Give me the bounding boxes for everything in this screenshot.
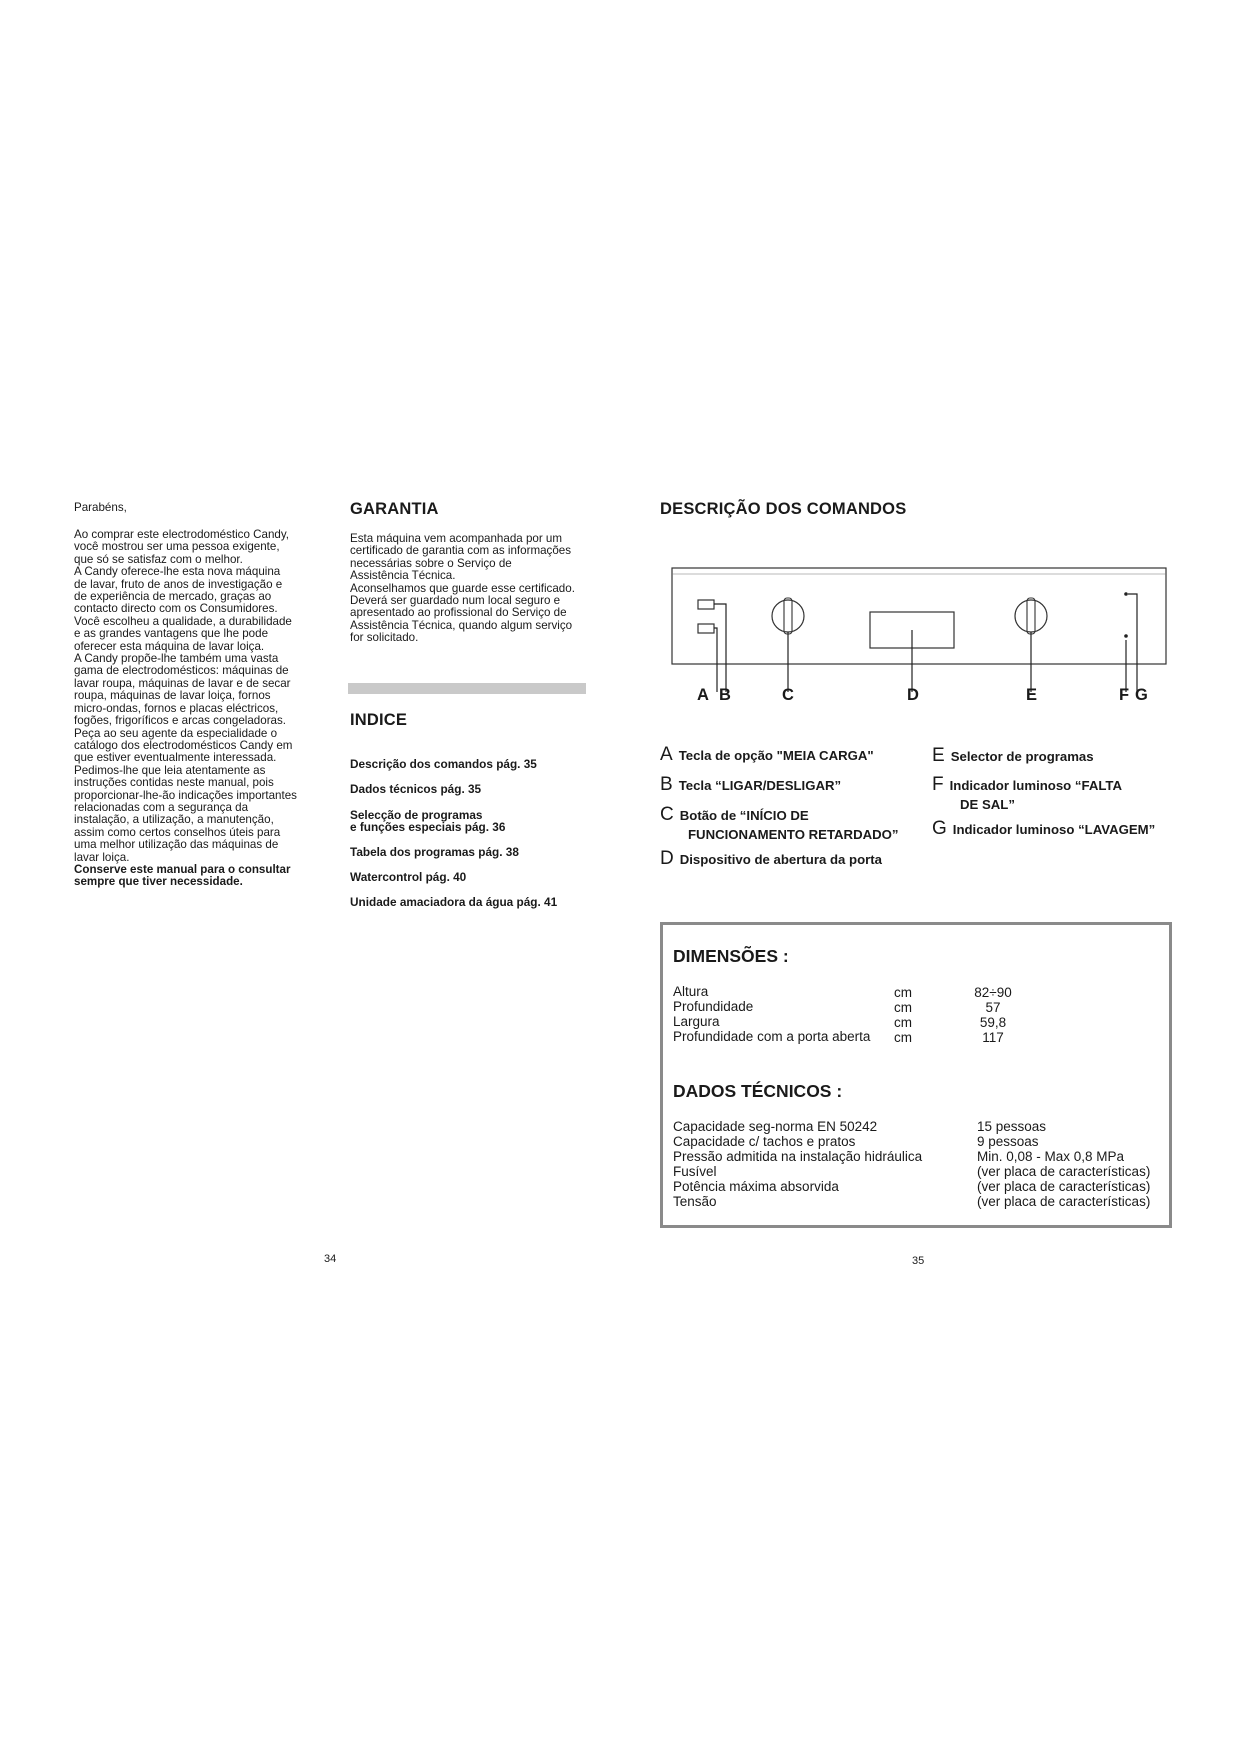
intro-line: que só se satisfaz com o melhor. xyxy=(74,552,243,566)
dim-unit: cm xyxy=(894,1000,912,1015)
legend-text: Botão de “INÍCIO DE xyxy=(679,808,809,823)
garantia-text xyxy=(350,533,586,645)
legend-letter: E xyxy=(932,745,945,766)
garantia-line: necessárias sobre o Serviço de xyxy=(350,556,512,570)
legend-e xyxy=(932,745,1094,766)
dim-label: Profundidade com a porta aberta xyxy=(673,1029,871,1044)
dados-title: DADOS TÉCNICOS : xyxy=(673,1081,843,1101)
dim-value: 59,8 xyxy=(979,1015,1007,1030)
legend-text: Tecla “LIGAR/DESLIGAR” xyxy=(678,778,842,793)
intro-line: proporcionar-lhe-ão indicações importantes xyxy=(74,788,297,802)
dim-label: Profundidade xyxy=(673,999,754,1014)
intro-line: de experiência de mercado, graças ao xyxy=(74,590,272,604)
diagram-label-f: F xyxy=(1119,686,1130,704)
dados-label: Pressão admitida na instalação hidráulica xyxy=(673,1149,923,1164)
dados-label: Potência máxima absorvida xyxy=(673,1179,839,1194)
legend-letter: C xyxy=(660,804,674,825)
intro-line: Peça ao seu agente da especialidade o xyxy=(74,726,278,740)
greeting: Parabéns, xyxy=(74,501,127,514)
intro-line: lavar roupa, máquinas de lavar e de secar xyxy=(74,676,291,690)
dados-label: Fusível xyxy=(673,1164,717,1179)
intro-line: uma melhor utilização das máquinas de xyxy=(74,838,279,852)
wash-indicator-light xyxy=(1124,592,1128,596)
dim-unit: cm xyxy=(894,1015,912,1030)
closing-bold-line: Conserve este manual para o consultar xyxy=(74,862,291,876)
intro-line: Pedimos-lhe que leia atentamente as xyxy=(74,763,266,777)
garantia-title: GARANTIA xyxy=(350,500,439,518)
intro-line: instalação, a utilização, a manutenção, xyxy=(74,813,274,827)
intro-line: assim como certos conselhos úteis para xyxy=(74,825,281,839)
section-divider xyxy=(348,683,586,694)
dados-label: Capacidade c/ tachos e pratos xyxy=(673,1134,856,1149)
indice-item: Selecção de programas xyxy=(350,808,483,822)
dim-value: 82÷90 xyxy=(974,985,1012,1000)
intro-line: Você escolheu a qualidade, a durabilidade xyxy=(74,614,292,628)
garantia-line: Assistência Técnica, quando algum serviço xyxy=(350,618,573,632)
intro-line: lavar loiça. xyxy=(74,850,130,864)
dados-value: Min. 0,08 - Max 0,8 MPa xyxy=(977,1149,1125,1164)
closing-bold-line: sempre que tiver necessidade. xyxy=(74,875,243,889)
dim-value: 117 xyxy=(982,1030,1004,1045)
legend-letter: A xyxy=(660,744,673,765)
legend-c xyxy=(660,804,809,825)
intro-line: catálogo dos electrodomésticos Candy em xyxy=(74,738,293,752)
garantia-line: Deverá ser guardado num local seguro e xyxy=(350,594,561,608)
intro-line: oferecer esta máquina de lavar loiça. xyxy=(74,639,265,653)
dim-label: Largura xyxy=(673,1014,720,1029)
legend-f xyxy=(932,774,1123,795)
garantia-line: for solicitado. xyxy=(350,631,419,645)
dim-value: 57 xyxy=(985,1000,1001,1015)
diagram-label-c: C xyxy=(782,686,795,704)
panel-outline xyxy=(672,568,1166,664)
diagram-label-d: D xyxy=(907,686,920,704)
intro-line: instruções contidas neste manual, pois xyxy=(74,776,274,790)
dados-value: (ver placa de características) xyxy=(977,1194,1151,1209)
dim-unit: cm xyxy=(894,985,912,1000)
legend-letter: G xyxy=(932,818,947,839)
garantia-line: certificado de garantia com as informações xyxy=(350,544,572,558)
salt-indicator-light xyxy=(1124,634,1128,638)
legend-b xyxy=(660,774,842,795)
indice-item: Unidade amaciadora da água pág. 41 xyxy=(350,895,558,909)
intro-text xyxy=(74,529,311,889)
descricao-title: DESCRIÇÃO DOS COMANDOS xyxy=(660,500,907,518)
garantia-line: apresentado ao profissional do Serviço de xyxy=(350,606,567,620)
intro-line: Ao comprar este electrodoméstico Candy, xyxy=(74,528,290,541)
intro-line: A Candy propõe-lhe também uma vasta xyxy=(74,652,279,666)
intro-line: relacionadas com a segurança da xyxy=(74,800,249,814)
dados-label: Tensão xyxy=(673,1194,717,1209)
legend-letter: D xyxy=(660,848,674,869)
legend-text: Tecla de opção "MEIA CARGA" xyxy=(678,748,874,763)
dim-unit: cm xyxy=(894,1030,912,1045)
legend-g xyxy=(932,818,1156,839)
diagram-label-a: A xyxy=(697,686,710,704)
intro-line: contacto directo com os Consumidores. xyxy=(74,602,278,616)
indice-item: Descrição dos comandos pág. 35 xyxy=(350,757,537,771)
garantia-line: Aconselhamos que guarde esse certificado. xyxy=(350,581,575,595)
intro-line: que estiver eventualmente interessada. xyxy=(74,751,277,765)
intro-line: e as grandes vantagens que lhe pode xyxy=(74,627,269,641)
intro-line: de lavar, fruto de anos de investigação e xyxy=(74,577,283,591)
legend-text: Indicador luminoso “FALTA xyxy=(949,778,1123,793)
dados-value: 15 pessoas xyxy=(977,1119,1047,1134)
legend-letter: F xyxy=(932,774,944,795)
dimensoes-title: DIMENSÕES : xyxy=(673,946,789,966)
control-panel-diagram xyxy=(660,560,1180,710)
legend-d xyxy=(660,848,882,869)
intro-line: micro-ondas, fornos e placas eléctricos, xyxy=(74,701,279,715)
garantia-line: Esta máquina vem acompanhada por um xyxy=(350,532,563,545)
intro-line: roupa, máquinas de lavar loiça, fornos xyxy=(74,689,271,703)
legend-text: Indicador luminoso “LAVAGEM” xyxy=(952,822,1156,837)
dados-value: (ver placa de características) xyxy=(977,1179,1151,1194)
intro-line: fogões, frigoríficos e arcas congeladoras. xyxy=(74,714,287,728)
indice-item: Tabela dos programas pág. 38 xyxy=(350,845,519,859)
intro-line: gama de electrodomésticos: máquinas de xyxy=(74,664,289,678)
diagram-label-g: G xyxy=(1135,686,1149,704)
legend-f-line2: DE SAL” xyxy=(960,797,1015,812)
dados-label: Capacidade seg-norma EN 50242 xyxy=(673,1119,878,1134)
intro-line: A Candy oferece-lhe esta nova máquina xyxy=(74,565,281,579)
page-number-left: 34 xyxy=(324,1253,337,1265)
intro-line: você mostrou ser uma pessoa exigente, xyxy=(74,540,280,554)
indice-item: e funções especiais pág. 36 xyxy=(350,820,506,834)
indice-title: INDICE xyxy=(350,711,408,729)
indice-item: Dados técnicos pág. 35 xyxy=(350,782,482,796)
dim-label: Altura xyxy=(673,984,709,999)
dados-value: (ver placa de características) xyxy=(977,1164,1151,1179)
page-number-right: 35 xyxy=(912,1255,925,1267)
diagram-label-e: E xyxy=(1026,686,1038,704)
indice-item: Watercontrol pág. 40 xyxy=(350,870,467,884)
specs-box xyxy=(660,922,1172,1228)
garantia-line: Assistência Técnica. xyxy=(350,569,456,583)
legend-text: Selector de programas xyxy=(950,749,1094,764)
diagram-label-b: B xyxy=(719,686,732,704)
legend-a xyxy=(660,744,874,765)
legend-c-line2: FUNCIONAMENTO RETARDADO” xyxy=(688,827,899,842)
dados-value: 9 pessoas xyxy=(977,1134,1039,1149)
legend-text: Dispositivo de abertura da porta xyxy=(679,852,882,867)
legend-letter: B xyxy=(660,774,673,795)
